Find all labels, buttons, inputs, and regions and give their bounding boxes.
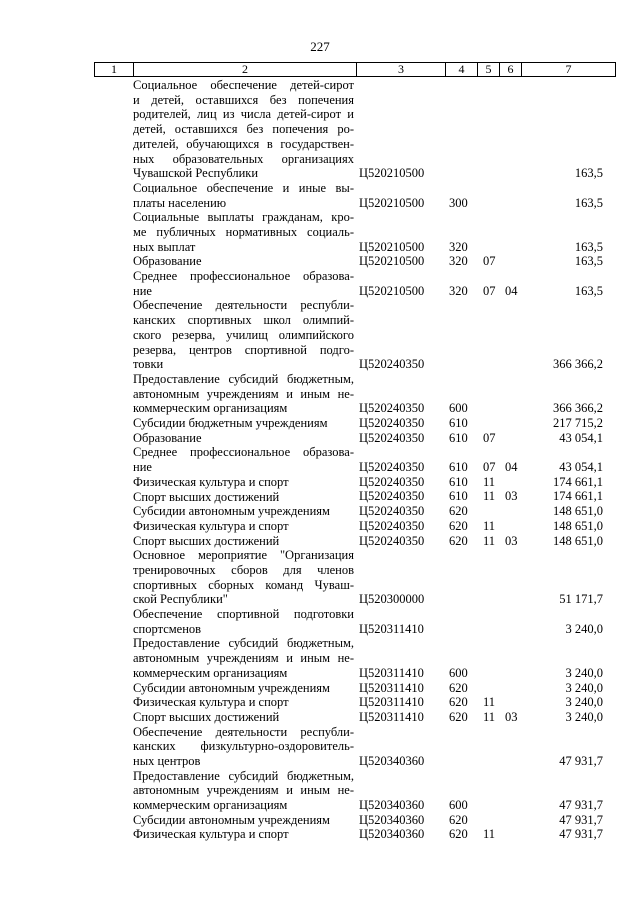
row-amount: 43 054,1 xyxy=(559,430,603,445)
row-rz: 07 xyxy=(483,254,496,269)
row-name-line: коммерческим организациям xyxy=(133,401,288,416)
row-name-line: Обеспечение деятельности республи- xyxy=(133,724,354,739)
row-name xyxy=(133,710,354,725)
table-row xyxy=(0,636,640,680)
table-row xyxy=(0,445,640,474)
row-name-line: канских спортивных школ олимпий- xyxy=(133,313,354,328)
page-number: 227 xyxy=(310,39,330,54)
row-name xyxy=(133,254,354,269)
table-row xyxy=(0,210,640,254)
row-name-line: Среднее профессиональное образова- xyxy=(133,269,354,284)
row-amount: 148 651,0 xyxy=(553,533,603,548)
row-code: Ц520240350 xyxy=(359,533,425,548)
row-code: Ц520210500 xyxy=(359,283,425,298)
table-row xyxy=(0,607,640,636)
row-name-line: Спорт высших достижений xyxy=(133,489,280,504)
table-row xyxy=(0,534,640,549)
table-row xyxy=(0,813,640,828)
row-name-line: Предоставление субсидий бюджетным, xyxy=(133,636,354,651)
row-name-line: ние xyxy=(133,460,152,475)
row-amount: 366 366,2 xyxy=(553,401,603,416)
table-body xyxy=(0,78,640,842)
row-amount: 47 931,7 xyxy=(559,827,603,842)
row-name-line: и детей, оставшихся без попечения xyxy=(133,92,354,107)
row-name xyxy=(133,445,354,474)
row-vr: 620 xyxy=(449,680,468,695)
row-amount: 47 931,7 xyxy=(559,798,603,813)
row-amount: 163,5 xyxy=(574,239,603,254)
table-row xyxy=(0,78,640,181)
row-name xyxy=(133,475,354,490)
row-name-line: Образование xyxy=(133,430,202,445)
row-name xyxy=(133,725,354,769)
column-header-4: 4 xyxy=(446,63,478,76)
row-vr: 600 xyxy=(449,665,468,680)
row-rz: 11 xyxy=(483,533,496,548)
table-row xyxy=(0,519,640,534)
row-vr: 610 xyxy=(449,460,468,475)
row-code: Ц520240350 xyxy=(359,460,425,475)
table-row xyxy=(0,504,640,519)
row-amount: 47 931,7 xyxy=(559,812,603,827)
row-pr: 03 xyxy=(505,709,518,724)
row-name-line: Физическая культура и спорт xyxy=(133,474,289,489)
table-row xyxy=(0,431,640,446)
row-pr: 03 xyxy=(505,533,518,548)
row-vr: 620 xyxy=(449,504,468,519)
row-amount: 43 054,1 xyxy=(559,460,603,475)
row-name xyxy=(133,416,354,431)
row-amount: 217 715,2 xyxy=(553,416,603,431)
row-name-line: товки xyxy=(133,357,164,372)
row-amount: 3 240,0 xyxy=(565,680,603,695)
row-name-line: Предоставление субсидий бюджетным, xyxy=(133,371,354,386)
row-name xyxy=(133,534,354,549)
row-vr: 620 xyxy=(449,695,468,710)
row-name xyxy=(133,769,354,813)
row-amount: 163,5 xyxy=(574,254,603,269)
row-name-line: Субсидии бюджетным учреждениям xyxy=(133,416,328,431)
row-name-line: автономным учреждениям и иным не- xyxy=(133,783,354,798)
row-code: Ц520340360 xyxy=(359,753,425,768)
table-row xyxy=(0,181,640,210)
row-vr: 610 xyxy=(449,474,468,489)
row-name-line: Спорт высших достижений xyxy=(133,533,280,548)
row-name-line: Физическая культура и спорт xyxy=(133,827,289,842)
row-name-line: автономным учреждениям и иным не- xyxy=(133,386,354,401)
row-vr: 610 xyxy=(449,430,468,445)
row-code: Ц520340360 xyxy=(359,798,425,813)
row-name-line: детей, оставшихся без попечения ро- xyxy=(133,122,354,137)
column-header-5: 5 xyxy=(478,63,500,76)
row-name-line: Социальные выплаты гражданам, кро- xyxy=(133,210,354,225)
row-vr: 320 xyxy=(449,254,468,269)
row-vr: 300 xyxy=(449,195,468,210)
row-amount: 366 366,2 xyxy=(553,357,603,372)
row-vr: 600 xyxy=(449,401,468,416)
row-pr: 04 xyxy=(505,283,518,298)
row-code: Ц520340360 xyxy=(359,827,425,842)
table-row xyxy=(0,416,640,431)
row-vr: 620 xyxy=(449,533,468,548)
table-row xyxy=(0,475,640,490)
row-name xyxy=(133,681,354,696)
row-name-line: коммерческим организациям xyxy=(133,798,288,813)
row-code: Ц520240350 xyxy=(359,474,425,489)
row-amount: 174 661,1 xyxy=(553,489,603,504)
column-header-6: 6 xyxy=(500,63,522,76)
row-name-line: ского резерва, училищ олимпийского xyxy=(133,327,354,342)
row-name-line: ных образовательных организациях xyxy=(133,151,354,166)
row-code: Ц520311410 xyxy=(359,680,424,695)
row-rz: 11 xyxy=(483,709,496,724)
row-name-line: Спорт высших достижений xyxy=(133,709,280,724)
table-row xyxy=(0,695,640,710)
column-header-7: 7 xyxy=(565,62,572,76)
table-row xyxy=(0,710,640,725)
row-code: Ц520311410 xyxy=(359,709,424,724)
row-code: Ц520240350 xyxy=(359,416,425,431)
column-header-1: 1 xyxy=(95,63,134,76)
row-code: Ц520240350 xyxy=(359,489,425,504)
table-row xyxy=(0,372,640,416)
row-rz: 07 xyxy=(483,430,496,445)
row-amount: 51 171,7 xyxy=(559,592,603,607)
row-name-line: ных выплат xyxy=(133,239,196,254)
row-name-line: Социальное обеспечение детей-сирот xyxy=(133,78,354,92)
row-amount: 163,5 xyxy=(574,283,603,298)
row-code: Ц520210500 xyxy=(359,239,425,254)
row-vr: 620 xyxy=(449,709,468,724)
row-name-line: канских физкультурно-оздоровитель- xyxy=(133,739,354,754)
row-code: Ц520240350 xyxy=(359,504,425,519)
row-vr: 320 xyxy=(449,283,468,298)
row-name xyxy=(133,636,354,680)
row-rz: 11 xyxy=(483,518,496,533)
row-amount: 3 240,0 xyxy=(565,709,603,724)
row-name xyxy=(133,607,354,636)
row-vr: 620 xyxy=(449,518,468,533)
row-rz: 11 xyxy=(483,489,496,504)
table-header xyxy=(94,62,616,77)
row-amount: 174 661,1 xyxy=(553,474,603,489)
row-name-line: резерва, центров спортивной подго- xyxy=(133,342,354,357)
row-name-line: Чувашской Республики xyxy=(133,166,259,181)
row-name xyxy=(133,78,354,181)
row-name-line: Образование xyxy=(133,254,202,269)
row-name-line: Субсидии автономным учреждениям xyxy=(133,504,330,519)
row-code: Ц520240350 xyxy=(359,430,425,445)
table-row xyxy=(0,298,640,372)
row-name-line: коммерческим организациям xyxy=(133,665,288,680)
row-name xyxy=(133,269,354,298)
row-rz: 07 xyxy=(483,460,496,475)
row-name-line: Обеспечение деятельности республи- xyxy=(133,298,354,313)
row-name xyxy=(133,813,354,828)
row-amount: 148 651,0 xyxy=(553,504,603,519)
row-vr: 620 xyxy=(449,827,468,842)
row-code: Ц520300000 xyxy=(359,592,425,607)
row-name xyxy=(133,372,354,416)
row-amount: 3 240,0 xyxy=(565,621,603,636)
row-amount: 148 651,0 xyxy=(553,518,603,533)
row-rz: 11 xyxy=(483,695,496,710)
row-name xyxy=(133,210,354,254)
row-code: Ц520311410 xyxy=(359,621,424,636)
table-row xyxy=(0,269,640,298)
row-name-line: ние xyxy=(133,283,152,298)
row-name xyxy=(133,431,354,446)
row-code: Ц520240350 xyxy=(359,357,425,372)
row-name-line: дителей, обучающихся в государствен- xyxy=(133,136,354,151)
column-header-2: 2 xyxy=(134,63,357,76)
row-name-line: Среднее профессиональное образова- xyxy=(133,445,354,460)
row-name-line: ской Республики" xyxy=(133,592,228,607)
row-pr: 03 xyxy=(505,489,518,504)
row-name-line: Субсидии автономным учреждениям xyxy=(133,680,330,695)
row-code: Ц520210500 xyxy=(359,195,425,210)
row-name-line: тренировочных сборов для членов xyxy=(133,562,354,577)
row-name-line: спортсменов xyxy=(133,621,202,636)
row-name-line: спортивных сборных команд Чуваш- xyxy=(133,577,354,592)
row-name xyxy=(133,519,354,534)
row-name xyxy=(133,298,354,372)
row-vr: 320 xyxy=(449,239,468,254)
row-code: Ц520210500 xyxy=(359,254,425,269)
row-code: Ц520311410 xyxy=(359,665,424,680)
row-name xyxy=(133,490,354,505)
row-name-line: ме публичных нормативных социаль- xyxy=(133,224,354,239)
table-row xyxy=(0,827,640,842)
row-name-line: Физическая культура и спорт xyxy=(133,695,289,710)
row-code: Ц520210500 xyxy=(359,166,425,181)
row-vr: 610 xyxy=(449,416,468,431)
row-name xyxy=(133,504,354,519)
row-name-line: Предоставление субсидий бюджетным, xyxy=(133,768,354,783)
row-name xyxy=(133,695,354,710)
row-amount: 47 931,7 xyxy=(559,753,603,768)
table-row xyxy=(0,725,640,769)
row-name xyxy=(133,548,354,607)
row-name-line: платы населению xyxy=(133,195,227,210)
table-row xyxy=(0,681,640,696)
row-code: Ц520240350 xyxy=(359,401,425,416)
row-name-line: Социальное обеспечение и иные вы- xyxy=(133,180,354,195)
table-row xyxy=(0,769,640,813)
row-vr: 610 xyxy=(449,489,468,504)
row-vr: 620 xyxy=(449,812,468,827)
row-amount: 3 240,0 xyxy=(565,665,603,680)
row-name-line: автономным учреждениям и иным не- xyxy=(133,651,354,666)
table-row xyxy=(0,548,640,607)
row-vr: 600 xyxy=(449,798,468,813)
row-rz: 11 xyxy=(483,474,496,489)
row-name xyxy=(133,827,354,842)
row-name-line: Субсидии автономным учреждениям xyxy=(133,812,330,827)
table-row xyxy=(0,254,640,269)
table-row xyxy=(0,490,640,505)
row-amount: 163,5 xyxy=(574,195,603,210)
row-name xyxy=(133,181,354,210)
row-name-line: ных центров xyxy=(133,754,201,768)
row-amount: 163,5 xyxy=(574,166,603,181)
row-name-line: Основное мероприятие "Организация xyxy=(133,548,354,563)
row-amount: 3 240,0 xyxy=(565,695,603,710)
row-code: Ц520340360 xyxy=(359,812,425,827)
column-header-3: 3 xyxy=(357,63,446,76)
row-rz: 07 xyxy=(483,283,496,298)
row-pr: 04 xyxy=(505,460,518,475)
row-code: Ц520311410 xyxy=(359,695,424,710)
row-code: Ц520240350 xyxy=(359,518,425,533)
row-rz: 11 xyxy=(483,827,496,842)
row-name-line: Обеспечение спортивной подготовки xyxy=(133,607,354,622)
row-name-line: Физическая культура и спорт xyxy=(133,518,289,533)
row-name-line: родителей, лиц из числа детей-сирот и xyxy=(133,107,354,122)
